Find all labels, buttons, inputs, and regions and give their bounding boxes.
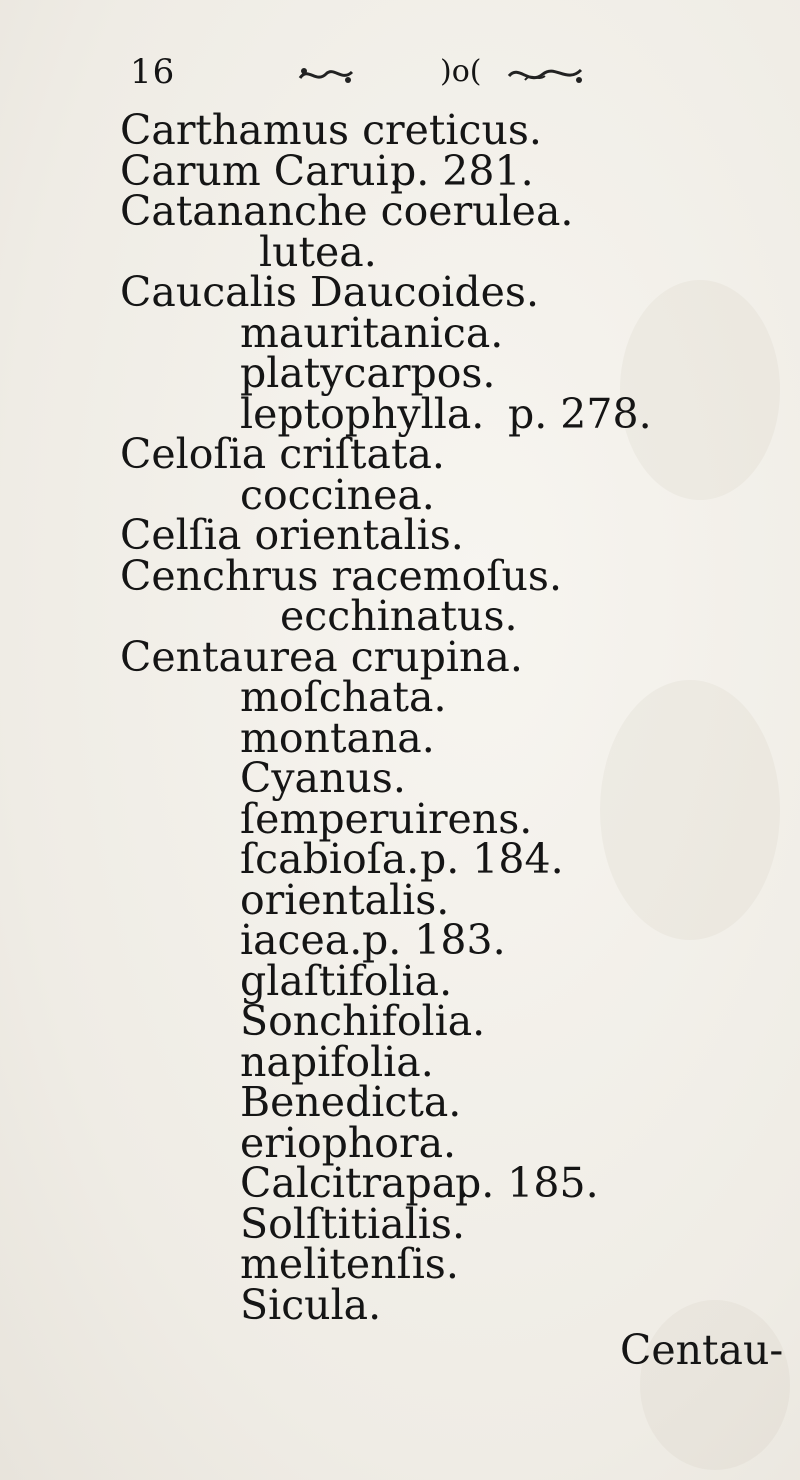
index-entry: Carthamus creticus.: [120, 106, 542, 154]
index-entry: Caucalis Daucoides.: [120, 268, 539, 316]
index-entry: coccinea.: [240, 470, 435, 519]
fleuron-left-icon: [296, 62, 356, 88]
index-entry: Solſtitialis.: [240, 1199, 465, 1248]
index-entry: platycarpos.: [240, 349, 496, 397]
index-entry: iacea. p. 183.: [240, 916, 506, 964]
index-entry: ſemperuirens.: [240, 794, 533, 843]
index-entry: Sicula.: [240, 1280, 382, 1329]
index-entry: glaſtifolia.: [240, 956, 453, 1005]
index-entry: Calcitrapa. p. 185.: [240, 1159, 599, 1207]
index-entry: moſchata.: [240, 673, 447, 721]
index-entry: orientalis.: [240, 875, 450, 924]
page-reference: p. 184.: [420, 835, 564, 883]
index-entry: lutea.: [259, 227, 377, 276]
page-header: [0, 52, 800, 102]
page-reference: p. 281.: [390, 146, 534, 195]
fleuron-right-icon: [505, 62, 585, 88]
index-entry: eriophora.: [240, 1118, 457, 1167]
index-entry: melitenſis.: [240, 1240, 459, 1288]
index-entry: Celſia orientalis.: [120, 511, 464, 559]
page-reference: p. 278.: [508, 389, 652, 438]
index-entry: Cyanus.: [240, 754, 406, 802]
ornament-center: )o(: [440, 54, 482, 89]
index-entry: Carum Carui. p. 281.: [120, 146, 534, 195]
index-entry: Benedicta.: [240, 1078, 462, 1126]
index-entry: leptophylla. p. 278.: [240, 389, 652, 438]
paper-stain: [600, 680, 780, 940]
index-entry: Centaurea crupina.: [120, 632, 523, 681]
page-number: 16: [130, 52, 176, 92]
index-entry: mauritanica.: [240, 308, 504, 357]
index-entry: montana.: [240, 713, 435, 762]
index-entry: Celoſia criſtata.: [120, 430, 445, 478]
page-reference: p. 185.: [455, 1159, 599, 1207]
index-entry: napifolia.: [240, 1037, 434, 1086]
index-entry: Catananche coerulea.: [120, 187, 574, 235]
index-entry: ecchinatus.: [280, 592, 518, 640]
index-entry: Sonchifolia.: [240, 997, 486, 1045]
index-entry: Cenchrus racemoſus.: [120, 551, 562, 600]
page-reference: p. 183.: [362, 916, 506, 964]
catchword: Centau-: [620, 1326, 784, 1374]
index-entry: ſcabioſa. p. 184.: [240, 835, 564, 883]
